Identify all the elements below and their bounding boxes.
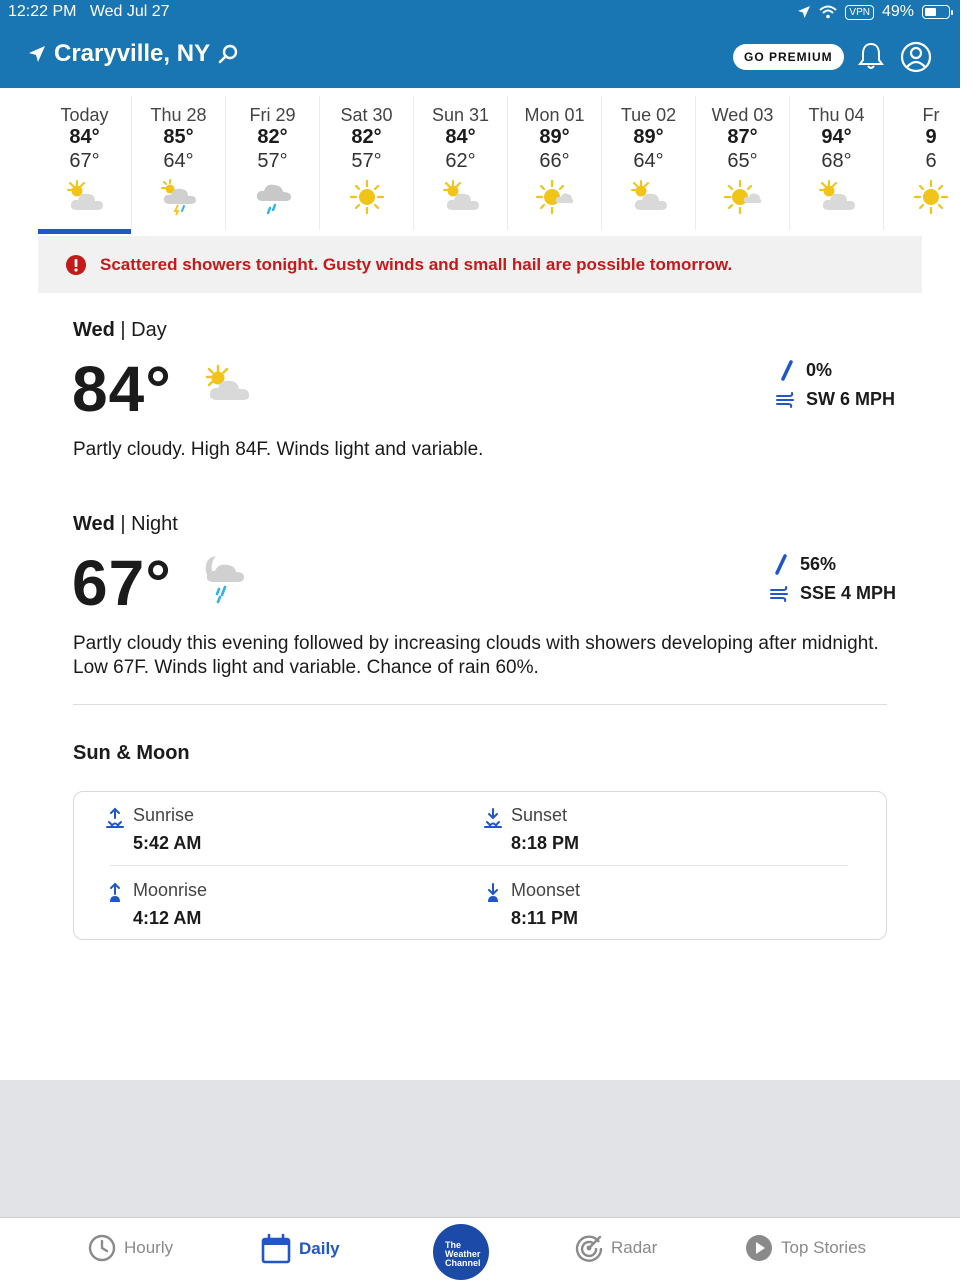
night-showers-icon (198, 552, 246, 604)
day-card[interactable] (602, 96, 696, 230)
raindrop-icon (778, 361, 796, 381)
day-low: 62° (445, 150, 476, 172)
clock-icon (88, 1234, 116, 1262)
sunset-icon (483, 807, 503, 829)
selected-day-indicator (38, 229, 131, 234)
day-low: 64° (633, 150, 664, 172)
play-icon (745, 1234, 773, 1262)
day-period-title: Wed | Day (73, 319, 167, 341)
day-high: 89° (633, 126, 664, 148)
vpn-badge: VPN (845, 5, 874, 20)
sun-moon-separator (110, 865, 848, 866)
day-high: 94° (821, 126, 852, 148)
day-low: 67° (69, 150, 100, 172)
radar-icon (575, 1234, 603, 1262)
sunrise-icon (105, 807, 125, 829)
search-icon[interactable] (218, 44, 238, 64)
status-time: 12:22 PM Wed Jul 27 (8, 3, 170, 20)
day-high: 84° (445, 126, 476, 148)
night-temperature: 67° (72, 547, 172, 619)
day-high: 87° (727, 126, 758, 148)
daily-forecast-strip[interactable] (38, 96, 940, 234)
section-divider (73, 704, 887, 705)
status-icons (797, 3, 950, 21)
day-high: 9 (925, 126, 937, 148)
profile-icon[interactable] (900, 41, 932, 73)
day-card[interactable] (508, 96, 602, 230)
day-label: Fri 29 (249, 105, 296, 125)
day-high: 85° (163, 126, 194, 148)
ad-placeholder-area (0, 1080, 960, 1217)
partly-cloudy-icon (629, 179, 669, 213)
day-high: 82° (257, 126, 288, 148)
day-card[interactable] (38, 96, 132, 230)
night-wind: SSE 4 MPH (770, 583, 896, 604)
day-label: Mon 01 (524, 105, 585, 125)
sunny-icon (911, 179, 951, 215)
day-label: Today (60, 105, 109, 125)
day-label: Sat 30 (340, 105, 393, 125)
thunderstorm-icon (159, 179, 199, 215)
day-card[interactable] (320, 96, 414, 230)
day-label: Fr (922, 105, 940, 125)
location-arrow-icon (797, 5, 811, 19)
sun-moon-card: Sunrise 5:42 AM Sunset 8:18 PM Moonrise 4:12 AM Moonset 8:11 PM (73, 791, 887, 940)
alert-icon (66, 255, 86, 275)
location-name: Craryville, NY (54, 40, 211, 67)
moonrise-icon (105, 882, 125, 904)
partly-cloudy-icon (441, 179, 481, 213)
day-high: 89° (539, 126, 570, 148)
mostly-sunny-icon (723, 179, 763, 215)
day-low: 6 (925, 150, 937, 172)
day-card[interactable] (790, 96, 884, 230)
day-precip: 0% (778, 360, 832, 381)
weather-channel-logo[interactable]: The Weather Channel (433, 1224, 489, 1280)
day-card[interactable] (884, 96, 978, 230)
partly-cloudy-icon (65, 179, 105, 213)
day-label: Thu 28 (150, 105, 207, 125)
day-low: 65° (727, 150, 758, 172)
day-low: 57° (257, 150, 288, 172)
day-card[interactable] (414, 96, 508, 230)
sunset-time: 8:18 PM (511, 833, 580, 853)
day-card[interactable] (226, 96, 320, 230)
moonset-time: 8:11 PM (511, 908, 579, 928)
day-high: 82° (351, 126, 382, 148)
moonset-icon (483, 882, 503, 904)
notification-bell-icon[interactable] (857, 41, 885, 71)
day-wind: SW 6 MPH (776, 389, 895, 410)
nav-daily[interactable]: Daily (261, 1234, 340, 1264)
night-precip: 56% (772, 554, 836, 575)
battery-percent: 49% (881, 3, 914, 20)
wind-icon (776, 391, 796, 409)
partly-cloudy-icon (203, 364, 253, 404)
day-card[interactable] (132, 96, 226, 230)
day-label: Wed 03 (711, 105, 774, 125)
nav-hourly[interactable]: Hourly (88, 1234, 173, 1262)
status-date: Wed Jul 27 (89, 3, 170, 20)
day-low: 57° (351, 150, 382, 172)
day-low: 66° (539, 150, 570, 172)
status-bar (0, 0, 960, 26)
day-low: 64° (163, 150, 194, 172)
raindrop-icon (772, 555, 790, 575)
bottom-navigation (0, 1217, 960, 1280)
location-selector[interactable] (28, 40, 238, 68)
day-description: Partly cloudy. High 84F. Winds light and variable. (73, 439, 484, 460)
rain-icon (253, 179, 293, 215)
wind-icon (770, 585, 790, 603)
sunny-icon (347, 179, 387, 215)
alert-text: Scattered showers tonight. Gusty winds and small hail are possible tomorrow. (100, 254, 733, 274)
sunrise-time: 5:42 AM (133, 833, 202, 853)
location-arrow-icon (28, 45, 46, 63)
go-premium-button[interactable]: GO PREMIUM (733, 44, 844, 70)
calendar-icon (261, 1234, 291, 1264)
nav-radar[interactable]: Radar (575, 1234, 657, 1262)
moonrise-time: 4:12 AM (133, 908, 202, 928)
day-label: Sun 31 (431, 105, 490, 125)
mostly-sunny-icon (535, 179, 575, 215)
partly-cloudy-icon (817, 179, 857, 213)
app-header (0, 26, 960, 88)
battery-icon (922, 5, 950, 19)
nav-top-stories[interactable]: Top Stories (745, 1234, 866, 1262)
day-high: 84° (69, 126, 100, 148)
day-temperature: 84° (72, 353, 172, 425)
sun-moon-title: Sun & Moon (73, 742, 190, 764)
day-low: 68° (821, 150, 852, 172)
weather-alert-banner[interactable] (38, 236, 922, 293)
day-card[interactable] (696, 96, 790, 230)
day-label: Thu 04 (808, 105, 865, 125)
wifi-icon (819, 5, 837, 19)
night-period-title: Wed | Night (73, 513, 178, 535)
day-label: Tue 02 (620, 105, 677, 125)
night-description: Partly cloudy this evening followed by increasing clouds with showers developing after midnight. Low 67F. Winds light and variable. Chance of rain 60%. (73, 633, 879, 678)
